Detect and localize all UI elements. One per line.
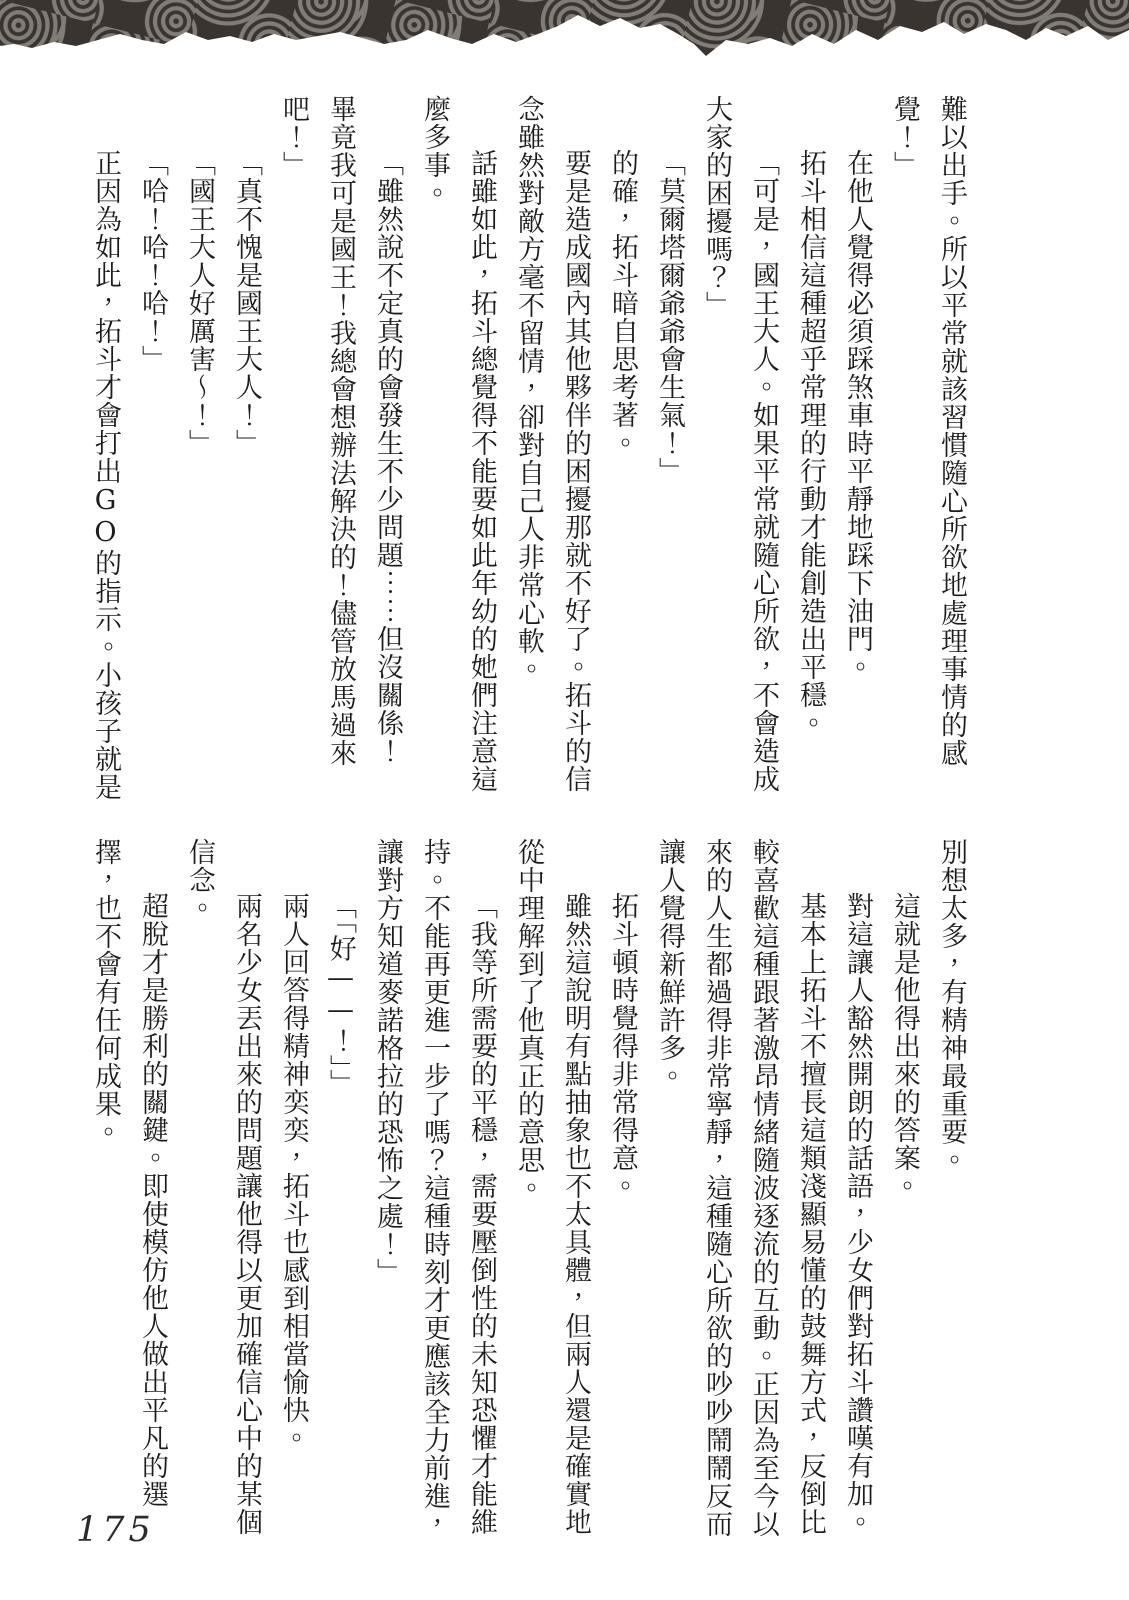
torn-edge-shape (0, 0, 1129, 56)
text-column: 讓對方知道麥諾格拉的恐怖之處！」 (372, 838, 403, 1286)
text-column: 大家的困擾嗎？」 (701, 95, 732, 319)
text-column: 覺！」 (889, 95, 920, 179)
text-column: 「「好——！」」 (325, 892, 356, 1097)
text-column: 「可是，國王大人。如果平常就隨心所欲，不會造成 (748, 149, 779, 793)
text-column: 從中理解到了他真正的意思。 (513, 838, 544, 1202)
text-column: 畢竟我可是國王！我總會想辦法解決的！儘管放馬過來 (325, 95, 356, 767)
text-column: 「真不愧是國王大人！」 (231, 149, 262, 457)
text-column: 讓人覺得新鮮許多。 (654, 838, 685, 1090)
text-column: 基本上拓斗不擅長這類淺顯易懂的鼓舞方式，反倒比 (795, 892, 826, 1536)
text-column: 的確，拓斗暗自思考著。 (607, 149, 638, 457)
text-column: 來的人生都過得非常寧靜，這種隨心所欲的吵吵鬧鬧反而 (701, 838, 732, 1538)
text-column: 雖然這說明有點抽象也不太具體，但兩人還是確實地 (560, 892, 591, 1536)
torn-paper-banner (0, 0, 1129, 56)
text-column: 信念。 (184, 838, 215, 922)
text-block-bottom (82, 838, 975, 1538)
text-column: 擇，也不會有任何成果。 (90, 838, 121, 1146)
text-column: 「雖然說不定真的會發生不少問題⋯⋯但沒關係！ (372, 149, 403, 765)
text-column: 超脫才是勝利的關鍵。即使模仿他人做出平凡的選 (137, 892, 168, 1508)
text-column: 兩名少女丟出來的問題讓他得以更加確信心中的某個 (231, 892, 262, 1536)
text-column: 話雖如此，拓斗總覺得不能要如此年幼的她們注意這 (466, 149, 497, 793)
text-column: 要是造成國內其他夥伴的困擾那就不好了。拓斗的信 (560, 149, 591, 793)
text-column: 在他人覺得必須踩煞車時平靜地踩下油門。 (842, 149, 873, 681)
text-column: 較喜歡這種跟著激昂情緒隨波逐流的互動。正因為至今以 (748, 838, 779, 1538)
text-block-top (82, 95, 975, 801)
text-column: 對這讓人豁然開朗的話語，少女們對拓斗讚嘆有加。 (842, 892, 873, 1536)
text-column: 麼多事。 (419, 95, 450, 207)
text-column: 吧！」 (278, 95, 309, 179)
text-column: 「國王大人好厲害～！」 (184, 149, 215, 457)
text-column: 「哈！哈！哈！」 (137, 149, 168, 373)
text-column: 「莫爾塔爾爺爺會生氣！」 (654, 149, 685, 485)
text-column: 兩人回答得精神奕奕，拓斗也感到相當愉快。 (278, 892, 309, 1452)
text-column: 這就是他得出來的答案。 (889, 892, 920, 1200)
text-column: 難以出手。所以平常就該習慣隨心所欲地處理事情的感 (936, 95, 967, 767)
text-column: 別想太多，有精神最重要。 (936, 838, 967, 1174)
text-column: 「我等所需要的平穩，需要壓倒性的未知恐懼才能維 (466, 892, 497, 1536)
text-column: 念雖然對敵方毫不留情，卻對自己人非常心軟。 (513, 95, 544, 683)
text-column: 持。不能再更進一步了嗎？這種時刻才更應該全力前進， (419, 838, 450, 1538)
text-column: 拓斗相信這種超乎常理的行動才能創造出平穩。 (795, 149, 826, 737)
page-number: 175 (76, 1510, 155, 1550)
text-column: 拓斗頓時覺得非常得意。 (607, 892, 638, 1200)
text-column: 正因為如此，拓斗才會打出GO的指示。小孩子就是 (90, 149, 121, 801)
